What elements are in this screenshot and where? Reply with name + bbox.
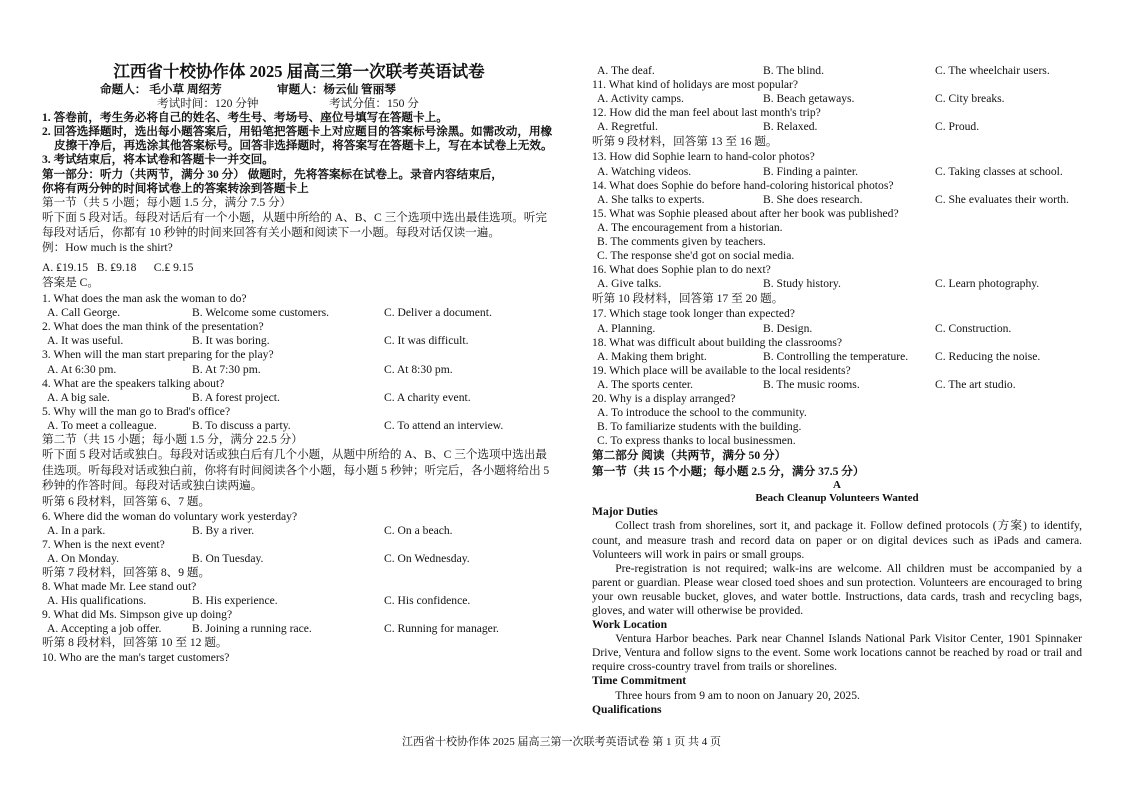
section1-instructions: 听下面 5 段对话。每段对话后有一个小题，从题中所给的 A、B、C 三个选项中选出最佳选项。听完每段对话后，你都有 10 秒钟的时间来回答有关小题和阅读下一小题。每段对话仅读一遍。 xyxy=(42,210,547,240)
answer-option: A. Making them bright. xyxy=(597,349,707,363)
location-heading: Work Location xyxy=(592,618,668,632)
example-question: 例：How much is the shirt? xyxy=(42,240,173,254)
question-5-options xyxy=(42,419,556,433)
question-9: 9. What did Ms. Simpson give up doing? xyxy=(42,608,233,622)
example-options: A. ₤19.15 B. ₤9.18 C.₤ 9.15 xyxy=(42,260,194,274)
question-8: 8. What made Mr. Lee stand out? xyxy=(42,580,197,594)
part2-heading: 第二部分 阅读（共两节，满分 50 分） xyxy=(592,449,787,463)
answer-option: B. At 7:30 pm. xyxy=(192,362,261,376)
answer-option: C. Taking classes at school. xyxy=(935,164,1063,178)
answer-option: B. By a river. xyxy=(192,523,255,537)
question-3: 3. When will the man start preparing for the play? xyxy=(42,348,274,362)
answer-option: C. Construction. xyxy=(935,321,1012,335)
answer-option: C. On a beach. xyxy=(384,523,453,537)
answer-option: A. Call George. xyxy=(47,306,121,320)
answer-option: B. His experience. xyxy=(192,594,278,608)
answer-option: B. The music rooms. xyxy=(763,377,860,391)
answer-option: C. Proud. xyxy=(935,120,980,134)
answer-option: C. At 8:30 pm. xyxy=(384,362,453,376)
instruction-2: 2. 回答选择题时，选出每小题答案后，用铅笔把答题卡上对应题目的答案标号涂黑。如需改动，用橡皮擦干净后，再选涂其他答案标号。回答非选择题时，将答案写在答题卡上，写在本试卷上无效。 xyxy=(42,125,553,153)
answer-option: A. A big sale. xyxy=(47,390,110,404)
part1-heading-cont: 你将有两分钟的时间将试卷上的答案转涂到答题卡上 xyxy=(42,181,309,195)
part2-section1-title: 第一节（共 15 个小题；每小题 2.5 分，满分 37.5 分） xyxy=(592,464,865,478)
question-14: 14. What does Sophie do before hand-coloring historical photos? xyxy=(592,178,894,192)
question-17: 17. Which stage took longer than expected? xyxy=(592,307,795,321)
question-20-option-c: C. To express thanks to local businessmen. xyxy=(597,434,796,448)
answer-option: B. A forest project. xyxy=(192,390,280,404)
exam-score: 考试分值：150 分 xyxy=(329,97,419,111)
instruction-3: 3. 考试结束后，将本试卷和答题卡一并交回。 xyxy=(42,153,274,167)
answer-option: C. The art studio. xyxy=(935,377,1016,391)
question-7-options xyxy=(42,552,556,566)
answer-option: A. She talks to experts. xyxy=(597,192,705,206)
answer-option: A. The sports center. xyxy=(597,377,694,391)
left-column xyxy=(42,62,556,665)
question-1: 1. What does the man ask the woman to do? xyxy=(42,292,247,306)
question-20-option-a: A. To introduce the school to the community. xyxy=(597,406,807,420)
answer-option: C. Reducing the noise. xyxy=(935,349,1041,363)
question-20: 20. Why is a display arranged? xyxy=(592,391,736,405)
duties-paragraph-1: Collect trash from shorelines, sort it, and package it. Follow defined protocols (方案) to identify, count, and measure trash and record data on paper or on digital devices such as iPads and camera. Volunteers will work in pairs or small groups. xyxy=(592,519,1082,561)
answer-option: B. To discuss a party. xyxy=(192,418,291,432)
material-9-label: 听第 9 段材料，回答第 13 至 16 题。 xyxy=(592,135,778,149)
question-13: 13. How did Sophie learn to hand-color photos? xyxy=(592,150,815,164)
answer-option: A. Accepting a job offer. xyxy=(47,622,162,636)
passage-title: Beach Cleanup Volunteers Wanted xyxy=(755,492,919,505)
material-10-label: 听第 10 段材料，回答第 17 至 20 题。 xyxy=(592,292,784,306)
answer-option: C. Running for manager. xyxy=(384,622,499,636)
answer-option: A. Activity camps. xyxy=(597,92,684,106)
question-16-options xyxy=(592,277,1082,291)
part1-heading: 第一部分：听力（共两节，满分 30 分） 做题时，先将答案标在试卷上。录音内容结束后， xyxy=(42,167,503,181)
answer-option: C. A charity event. xyxy=(384,390,471,404)
question-11: 11. What kind of holidays are most popular? xyxy=(592,78,799,92)
question-6: 6. Where did the woman do voluntary work yesterday? xyxy=(42,509,298,523)
exam-info-line xyxy=(42,97,556,111)
section2-title: 第二节（共 15 小题；每小题 1.5 分，满分 22.5 分） xyxy=(42,432,303,446)
section1-title: 第一节（共 5 小题；每小题 1.5 分，满分 7.5 分） xyxy=(42,195,292,209)
question-4: 4. What are the speakers talking about? xyxy=(42,376,225,390)
question-7: 7. When is the next event? xyxy=(42,537,165,551)
answer-option: B. Controlling the temperature. xyxy=(763,349,909,363)
answer-option: B. Beach getaways. xyxy=(763,92,855,106)
answer-option: A. At 6:30 pm. xyxy=(47,362,117,376)
question-11-options xyxy=(592,92,1082,106)
section2-instructions: 听下面 5 段对话或独白。每段对话或独白后有几个小题，从题中所给的 A、B、C 三个选项中选出最佳选项。听每段对话或独白前，你将有时间阅读各个小题，每小题 5 秒钟；听完后，各小题将给出 5 秒钟的作答时间。每段对话或独白读两遍。 xyxy=(42,448,550,493)
question-3-options xyxy=(42,363,556,377)
question-12-options xyxy=(592,120,1082,134)
question-5: 5. Why will the man go to Brad's office? xyxy=(42,404,231,418)
question-13-options xyxy=(592,165,1082,179)
example-answer: 答案是 C。 xyxy=(42,275,100,289)
question-10-options xyxy=(592,64,1082,78)
answer-option: B. Finding a painter. xyxy=(763,164,858,178)
page-title: 江西省十校协作体 2025 届高三第一次联考英语试卷 xyxy=(113,62,485,81)
question-16: 16. What does Sophie plan to do next? xyxy=(592,263,771,277)
answer-option: C. To attend an interview. xyxy=(384,418,504,432)
reviewers-label: 审题人：杨云仙 管丽琴 xyxy=(277,83,396,96)
question-4-options xyxy=(42,391,556,405)
question-1-options xyxy=(42,306,556,320)
answer-option: A. His qualifications. xyxy=(47,594,147,608)
question-17-options xyxy=(592,322,1082,336)
time-paragraph: Three hours from 9 am to noon on January 20, 2025. xyxy=(615,688,860,702)
question-15: 15. What was Sophie pleased about after her book was published? xyxy=(592,206,899,220)
answer-option: B. Welcome some customers. xyxy=(192,306,329,320)
location-paragraph: Ventura Harbor beaches. Park near Channel Islands National Park Visitor Center, 1901 Spinnaker Drive, Ventura and follow signs to the event. Some work locations cannot be reached by road or trail and require cross-country travel from trails or shorelines. xyxy=(592,632,1082,674)
question-8-options xyxy=(42,594,556,608)
authors-line xyxy=(42,83,556,97)
answer-option: B. Study history. xyxy=(763,277,841,291)
answer-option: C. On Wednesday. xyxy=(384,551,470,565)
question-9-options xyxy=(42,622,556,636)
answer-option: A. Give talks. xyxy=(597,277,662,291)
question-14-options xyxy=(592,193,1082,207)
answer-option: C. His confidence. xyxy=(384,594,471,608)
answer-option: A. The deaf. xyxy=(597,64,655,77)
answer-option: B. Relaxed. xyxy=(763,120,818,134)
answer-option: C. The wheelchair users. xyxy=(935,64,1050,77)
duties-heading: Major Duties xyxy=(592,505,658,519)
question-19-options xyxy=(592,378,1082,392)
answer-option: C. She evaluates their worth. xyxy=(935,192,1069,206)
question-15-option-b: B. The comments given by teachers. xyxy=(597,235,766,249)
answer-option: B. The blind. xyxy=(763,64,824,77)
time-heading: Time Commitment xyxy=(592,674,687,688)
answer-option: A. Planning. xyxy=(597,321,656,335)
question-12: 12. How did the man feel about last month's trip? xyxy=(592,106,821,120)
answer-option: C. Deliver a document. xyxy=(384,306,492,320)
answer-option: C. It was difficult. xyxy=(384,334,469,348)
answer-option: B. On Tuesday. xyxy=(192,551,264,565)
answer-option: A. Watching videos. xyxy=(597,164,692,178)
answer-option: A. In a park. xyxy=(47,523,106,537)
right-column xyxy=(592,64,1082,717)
material-8-label: 听第 8 段材料，回答第 10 至 12 题。 xyxy=(42,636,228,650)
page-footer: 江西省十校协作体 2025 届高三第一次联考英语试卷 第 1 页 共 4 页 xyxy=(402,736,721,748)
answer-option: B. It was boring. xyxy=(192,334,270,348)
question-2-options xyxy=(42,334,556,348)
passage-letter: A xyxy=(833,479,841,492)
instruction-1: 1. 答卷前，考生务必将自己的姓名、考生号、考场号、座位号填写在答题卡上。 xyxy=(42,111,448,125)
answer-option: C. Learn photography. xyxy=(935,277,1040,291)
answer-option: A. Regretful. xyxy=(597,120,658,134)
material-6-label: 听第 6 段材料，回答第 6、7 题。 xyxy=(42,494,211,508)
qualifications-heading: Qualifications xyxy=(592,702,662,716)
answer-option: A. To meet a colleague. xyxy=(47,418,157,432)
question-19: 19. Which place will be available to the local residents? xyxy=(592,363,851,377)
question-20-option-b: B. To familiarize students with the building. xyxy=(597,420,802,434)
material-7-label: 听第 7 段材料，回答第 8、9 题。 xyxy=(42,565,211,579)
question-15-option-a: A. The encouragement from a historian. xyxy=(597,220,783,234)
authors-label: 命题人： 毛小草 周绍芳 xyxy=(100,83,222,96)
question-10: 10. Who are the man's target customers? xyxy=(42,650,230,664)
duties-paragraph-2: Pre-registration is not required; walk-ins are welcome. All children must be accompanied by a parent or guardian. Please wear closed toed shoes and sun protection. Volunteers are encouraged to bring your own reusable bucket, gloves, and water bottle. Instructions, data cards, trash and recycling bags, gloves, and water will otherwise be provided. xyxy=(592,561,1082,617)
exam-time: 考试时间：120 分钟 xyxy=(157,97,259,111)
answer-option: C. City breaks. xyxy=(935,92,1005,106)
answer-option: A. On Monday. xyxy=(47,551,120,565)
answer-option: B. Design. xyxy=(763,321,813,335)
answer-option: B. Joining a running race. xyxy=(192,622,312,636)
answer-option: B. She does research. xyxy=(763,192,863,206)
question-18: 18. What was difficult about building the classrooms? xyxy=(592,335,843,349)
question-18-options xyxy=(592,350,1082,364)
answer-option: A. It was useful. xyxy=(47,334,124,348)
question-2: 2. What does the man think of the presentation? xyxy=(42,320,264,334)
question-6-options xyxy=(42,524,556,538)
question-15-option-c: C. The response she'd got on social media. xyxy=(597,249,795,263)
